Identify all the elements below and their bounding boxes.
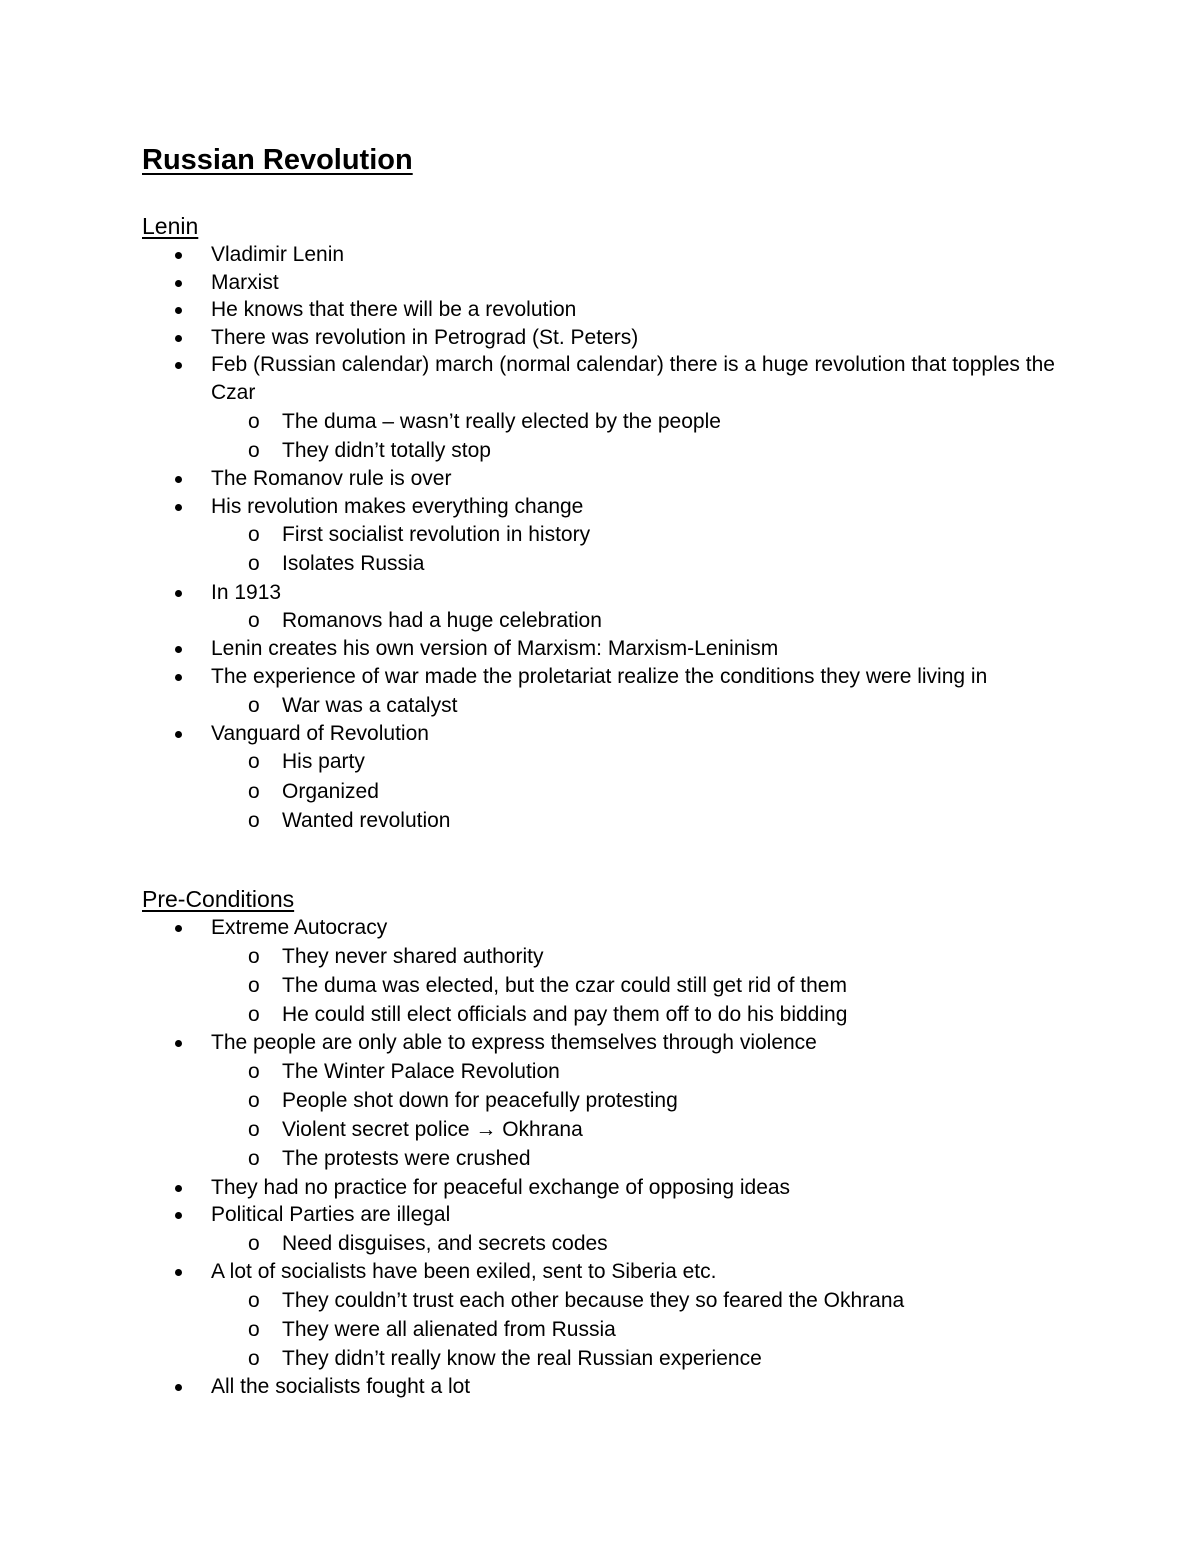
circle-bullet-icon: o	[248, 438, 260, 462]
list-item	[142, 1258, 1071, 1373]
bullet-dot-icon	[175, 731, 182, 738]
circle-bullet-icon: o	[248, 779, 260, 803]
sub-list-item-text: Isolates Russia	[282, 552, 425, 576]
sub-list-item	[142, 806, 1071, 835]
list-item	[142, 296, 1071, 324]
sub-list-item-text: The duma – wasn’t really elected by the people	[282, 409, 721, 433]
sub-list-item-text: They couldn’t trust each other because they so feared the Okhrana	[282, 1288, 905, 1312]
sub-list-item-text: People shot down for peacefully protesting	[282, 1089, 678, 1112]
list-item-text: Extreme Autocracy	[211, 916, 388, 939]
sub-list-item	[142, 1115, 1071, 1144]
list-item	[142, 324, 1071, 352]
circle-bullet-icon: o	[248, 944, 260, 968]
list-item-text: All the socialists fought a lot	[211, 1375, 471, 1399]
bullet-dot-icon	[175, 307, 182, 314]
list-item-text: Lenin creates his own version of Marxism: Marxism-Leninism	[211, 637, 779, 661]
circle-bullet-icon: o	[248, 808, 260, 832]
sub-bullet-list	[211, 520, 1071, 578]
list-item	[142, 663, 1071, 720]
bullet-dot-icon	[175, 1040, 182, 1047]
list-item-text: Vanguard of Revolution	[211, 721, 429, 745]
list-item	[142, 1373, 1071, 1401]
circle-bullet-icon: o	[248, 409, 260, 433]
sub-list-item-text: Organized	[282, 779, 379, 803]
circle-bullet-icon: o	[248, 1118, 260, 1142]
bullet-dot-icon	[175, 504, 182, 511]
list-item-text: A lot of socialists have been exiled, sent to Siberia etc.	[211, 1260, 717, 1283]
bullet-dot-icon	[175, 674, 182, 681]
bullet-dot-icon	[175, 335, 182, 342]
sub-bullet-list	[211, 407, 1071, 465]
sub-list-item-text: The Winter Palace Revolution	[282, 1059, 560, 1083]
sub-list-item	[142, 1286, 1071, 1315]
list-item	[142, 914, 1071, 1029]
list-item-text: There was revolution in Petrograd (St. Peters)	[211, 325, 639, 349]
sub-bullet-list	[211, 1229, 1071, 1258]
sub-list-item	[142, 436, 1071, 465]
circle-bullet-icon: o	[248, 552, 260, 576]
bullet-dot-icon	[175, 280, 182, 287]
list-item-text: Political Parties are illegal	[211, 1203, 451, 1227]
sub-list-item-text: His party	[282, 750, 365, 774]
circle-bullet-icon: o	[248, 1317, 260, 1341]
sub-list-item	[142, 747, 1071, 776]
sub-list-item	[142, 1086, 1071, 1115]
sub-list-item	[142, 606, 1071, 635]
section-heading: Lenin	[142, 213, 199, 239]
bullet-dot-icon	[175, 1185, 182, 1192]
section-lenin	[142, 211, 1071, 835]
sub-list-item	[142, 777, 1071, 806]
circle-bullet-icon: o	[248, 1288, 260, 1312]
list-item	[142, 635, 1071, 663]
circle-bullet-icon: o	[248, 973, 260, 997]
bullet-list	[142, 241, 1071, 835]
list-item	[142, 493, 1071, 579]
circle-bullet-icon: o	[248, 750, 260, 774]
page-title: Russian Revolution	[142, 144, 413, 176]
list-item-text: In 1913	[211, 580, 282, 604]
list-item-text: They had no practice for peaceful exchange of opposing ideas	[211, 1175, 791, 1199]
sub-list-item-text: Romanovs had a huge celebration	[282, 609, 602, 633]
list-item	[142, 1029, 1071, 1173]
sub-bullet-list	[211, 747, 1071, 835]
bullet-dot-icon	[175, 1269, 182, 1276]
circle-bullet-icon: o	[248, 1231, 260, 1255]
circle-bullet-icon: o	[248, 1059, 260, 1083]
list-item-text: Vladimir Lenin	[211, 243, 345, 266]
sub-list-item	[142, 549, 1071, 578]
list-item-text: He knows that there will be a revolution	[211, 298, 577, 322]
sub-list-item-text: They didn’t totally stop	[282, 438, 491, 462]
sub-list-item-text: First socialist revolution in history	[282, 523, 591, 547]
bullet-dot-icon	[175, 252, 182, 259]
bullet-dot-icon	[175, 1384, 182, 1391]
list-item	[142, 1201, 1071, 1258]
sub-list-item-text: They didn’t really know the real Russian experience	[282, 1347, 762, 1370]
sub-list-item	[142, 971, 1071, 1000]
sub-list-item	[142, 407, 1071, 436]
sub-list-item-text: Need disguises, and secrets codes	[282, 1231, 608, 1255]
sub-list-item	[142, 1344, 1071, 1373]
bullet-dot-icon	[175, 646, 182, 653]
sub-bullet-list	[211, 1286, 1071, 1374]
bullet-dot-icon	[175, 362, 182, 369]
circle-bullet-icon: o	[248, 523, 260, 547]
sub-list-item-text: The protests were crushed	[282, 1147, 531, 1171]
bullet-dot-icon	[175, 590, 182, 597]
list-item	[142, 351, 1071, 465]
sub-list-item-text: Violent secret police → Okhrana	[282, 1118, 583, 1142]
sub-list-item-text: They never shared authority	[282, 944, 544, 968]
list-item	[142, 241, 1071, 269]
circle-bullet-icon: o	[248, 1003, 260, 1026]
sub-list-item-text: They were all alienated from Russia	[282, 1317, 616, 1341]
list-item-text: His revolution makes everything change	[211, 494, 584, 518]
sub-bullet-list	[211, 691, 1071, 720]
sub-list-item	[142, 1144, 1071, 1173]
sub-bullet-list	[211, 606, 1071, 635]
list-item	[142, 720, 1071, 835]
sub-list-item	[142, 691, 1071, 720]
sub-list-item-text: The duma was elected, but the czar could still get rid of them	[282, 973, 847, 997]
list-item-text: The Romanov rule is over	[211, 466, 452, 490]
sub-list-item	[142, 1057, 1071, 1086]
sub-bullet-list	[211, 1057, 1071, 1174]
sub-list-item-text: Wanted revolution	[282, 808, 451, 832]
sub-list-item	[142, 1000, 1071, 1029]
sub-list-item	[142, 520, 1071, 549]
circle-bullet-icon: o	[248, 609, 260, 633]
section-heading: Pre-Conditions	[142, 886, 295, 912]
bullet-list	[142, 914, 1071, 1401]
sub-list-item	[142, 1229, 1071, 1258]
sub-list-item-text: He could still elect officials and pay them off to do his bidding	[282, 1003, 848, 1026]
bullet-dot-icon	[175, 925, 182, 932]
list-item-text: Feb (Russian calendar) march (normal calendar) there is a huge revolution that topples the Czar	[211, 353, 1055, 404]
circle-bullet-icon: o	[248, 1347, 260, 1370]
circle-bullet-icon: o	[248, 1147, 260, 1171]
list-item	[142, 465, 1071, 493]
section-pre-conditions	[142, 884, 1071, 1401]
sub-bullet-list	[211, 942, 1071, 1030]
bullet-dot-icon	[175, 1212, 182, 1219]
list-item	[142, 579, 1071, 636]
list-item	[142, 269, 1071, 297]
sub-list-item	[142, 942, 1071, 971]
sub-list-item-text: War was a catalyst	[282, 693, 458, 717]
bullet-dot-icon	[175, 476, 182, 483]
circle-bullet-icon: o	[248, 693, 260, 717]
list-item-text: Marxist	[211, 270, 279, 294]
list-item-text: The people are only able to express themselves through violence	[211, 1031, 817, 1055]
list-item	[142, 1174, 1071, 1202]
sub-list-item	[142, 1315, 1071, 1344]
list-item-text: The experience of war made the proletariat realize the conditions they were living in	[211, 664, 988, 688]
circle-bullet-icon: o	[248, 1089, 260, 1112]
